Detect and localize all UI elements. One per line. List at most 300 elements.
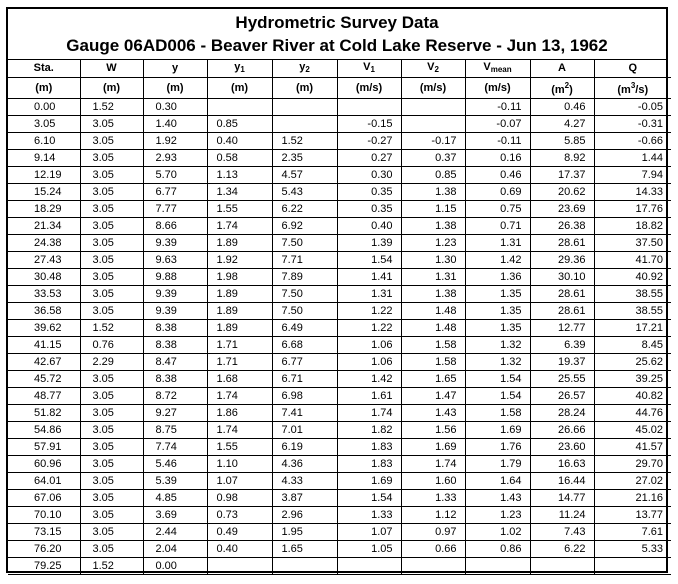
table-cell: 1.69	[401, 439, 465, 456]
table-cell: 0.73	[207, 507, 272, 524]
unit-row	[8, 78, 671, 99]
table-cell: 1.82	[337, 422, 401, 439]
table-row	[8, 303, 671, 320]
table-cell: 1.38	[401, 218, 465, 235]
table-cell: 9.39	[143, 286, 207, 303]
table-cell: 18.82	[594, 218, 671, 235]
table-row	[8, 405, 671, 422]
table-cell: 3.05	[80, 405, 143, 422]
table-row	[8, 133, 671, 150]
table-cell: -0.27	[337, 133, 401, 150]
table-cell: 26.66	[530, 422, 594, 439]
unit-text: (m)	[102, 81, 121, 94]
table-cell: 1.42	[465, 252, 530, 269]
table-cell: 40.82	[594, 388, 671, 405]
table-cell: 79.25	[8, 558, 80, 575]
table-cell: 6.49	[272, 320, 337, 337]
table-cell: 6.68	[272, 337, 337, 354]
table-row	[8, 354, 671, 371]
table-cell: 1.43	[465, 490, 530, 507]
column-header	[80, 60, 143, 78]
table-cell: 1.47	[401, 388, 465, 405]
table-cell: 8.72	[143, 388, 207, 405]
table-row	[8, 337, 671, 354]
table-cell: 3.05	[80, 507, 143, 524]
table-cell: 42.67	[8, 354, 80, 371]
table-cell: 7.41	[272, 405, 337, 422]
table-cell: 1.83	[337, 456, 401, 473]
column-symbol: y	[234, 61, 241, 73]
table-cell: 3.05	[80, 388, 143, 405]
table-cell: 1.42	[337, 371, 401, 388]
table-cell: 0.00	[8, 99, 80, 116]
table-cell: 1.06	[337, 337, 401, 354]
table-cell: 1.31	[401, 269, 465, 286]
table-cell: 1.86	[207, 405, 272, 422]
table-cell	[207, 558, 272, 575]
table-cell: 30.10	[530, 269, 594, 286]
table-cell: 0.85	[207, 116, 272, 133]
unit-text: (m/s)	[419, 81, 447, 94]
table-cell: 1.89	[207, 303, 272, 320]
table-cell: 25.55	[530, 371, 594, 388]
table-cell: 7.61	[594, 524, 671, 541]
table-cell: 38.55	[594, 286, 671, 303]
table-cell: 19.37	[530, 354, 594, 371]
table-cell: 1.74	[401, 456, 465, 473]
table-cell: 20.62	[530, 184, 594, 201]
table-row	[8, 473, 671, 490]
table-cell: 1.54	[337, 252, 401, 269]
column-unit	[8, 78, 80, 99]
table-row	[8, 286, 671, 303]
table-cell: 3.05	[80, 439, 143, 456]
table-cell: 8.92	[530, 150, 594, 167]
column-subscript: 1	[240, 65, 245, 74]
column-symbol: V	[427, 61, 435, 73]
table-cell: 3.05	[80, 252, 143, 269]
table-cell	[401, 558, 465, 575]
column-symbol: y	[171, 62, 179, 74]
table-row	[8, 541, 671, 558]
header-row	[8, 60, 671, 78]
table-cell: 4.33	[272, 473, 337, 490]
table-cell: 1.10	[207, 456, 272, 473]
table-cell: 48.77	[8, 388, 80, 405]
table-cell: 1.54	[465, 388, 530, 405]
table-cell: 0.69	[465, 184, 530, 201]
column-header	[594, 60, 671, 78]
table-cell: 1.58	[401, 354, 465, 371]
column-header	[272, 60, 337, 78]
table-cell: 5.46	[143, 456, 207, 473]
table-cell: 1.52	[80, 99, 143, 116]
unit-suffix: /s)	[635, 84, 649, 96]
table-cell: 1.74	[207, 218, 272, 235]
table-cell: 38.55	[594, 303, 671, 320]
unit-text: (m/s)	[355, 81, 383, 94]
table-cell: 1.56	[401, 422, 465, 439]
table-cell: 6.22	[530, 541, 594, 558]
table-cell: 13.77	[594, 507, 671, 524]
table-cell: 1.74	[207, 422, 272, 439]
table-cell: 0.35	[337, 184, 401, 201]
table-cell: 0.86	[465, 541, 530, 558]
table-cell: 0.40	[337, 218, 401, 235]
table-cell: 6.10	[8, 133, 80, 150]
table-cell: -0.66	[594, 133, 671, 150]
column-symbol: Q	[628, 62, 638, 74]
table-cell: 1.52	[80, 320, 143, 337]
column-subscript: mean	[490, 65, 512, 74]
table-cell: 0.27	[337, 150, 401, 167]
table-cell: 1.41	[337, 269, 401, 286]
table-cell: 7.01	[272, 422, 337, 439]
table-cell: 64.01	[8, 473, 80, 490]
table-row	[8, 252, 671, 269]
table-cell	[272, 99, 337, 116]
table-cell: 1.69	[465, 422, 530, 439]
table-row	[8, 456, 671, 473]
unit-text: (m)	[35, 81, 53, 94]
table-cell: 1.30	[401, 252, 465, 269]
table-cell: 1.33	[401, 490, 465, 507]
unit-text: (m)	[230, 81, 249, 94]
survey-sheet	[6, 7, 668, 573]
table-row	[8, 524, 671, 541]
table-cell: 1.23	[465, 507, 530, 524]
table-cell: 0.40	[207, 133, 272, 150]
table-cell: 36.58	[8, 303, 80, 320]
table-row	[8, 269, 671, 286]
column-unit	[530, 78, 594, 99]
table-cell: 8.75	[143, 422, 207, 439]
table-cell: 2.96	[272, 507, 337, 524]
table-cell: 1.02	[465, 524, 530, 541]
table-cell: 3.05	[80, 133, 143, 150]
table-cell: 3.05	[80, 422, 143, 439]
table-cell: 1.48	[401, 303, 465, 320]
table-cell: 12.77	[530, 320, 594, 337]
table-cell: 1.54	[337, 490, 401, 507]
table-title: Hydrometric Survey Data	[235, 13, 439, 32]
table-cell: 7.71	[272, 252, 337, 269]
table-cell: 6.77	[272, 354, 337, 371]
table-cell: 0.98	[207, 490, 272, 507]
table-cell: 17.21	[594, 320, 671, 337]
table-cell: 3.05	[80, 167, 143, 184]
table-cell: 1.12	[401, 507, 465, 524]
table-cell: 8.38	[143, 337, 207, 354]
table-cell: 0.37	[401, 150, 465, 167]
table-cell: 76.20	[8, 541, 80, 558]
table-cell: 3.05	[80, 269, 143, 286]
table-cell: 1.34	[207, 184, 272, 201]
table-row	[8, 116, 671, 133]
table-cell: 9.14	[8, 150, 80, 167]
column-unit	[465, 78, 530, 99]
table-cell	[272, 558, 337, 575]
table-cell: 0.75	[465, 201, 530, 218]
table-cell: 4.85	[143, 490, 207, 507]
table-cell	[337, 99, 401, 116]
table-cell: 14.77	[530, 490, 594, 507]
table-cell: 4.27	[530, 116, 594, 133]
table-cell: 7.74	[143, 439, 207, 456]
table-cell: 2.35	[272, 150, 337, 167]
table-cell: 7.94	[594, 167, 671, 184]
table-cell: 1.74	[207, 388, 272, 405]
table-cell	[594, 558, 671, 575]
title-block	[8, 9, 666, 60]
table-cell: 1.23	[401, 235, 465, 252]
column-symbol: W	[106, 62, 117, 74]
table-cell: 7.50	[272, 235, 337, 252]
table-cell: 1.58	[465, 405, 530, 422]
table-cell: 1.32	[465, 337, 530, 354]
table-cell: 6.98	[272, 388, 337, 405]
table-cell: 1.44	[594, 150, 671, 167]
table-cell: 0.00	[143, 558, 207, 575]
table-cell: 4.57	[272, 167, 337, 184]
table-cell: 0.49	[207, 524, 272, 541]
column-unit	[207, 78, 272, 99]
table-cell	[401, 99, 465, 116]
table-cell: 9.88	[143, 269, 207, 286]
table-subtitle: Gauge 06AD006 - Beaver River at Cold Lake Reserve - Jun 13, 1962	[66, 36, 608, 55]
table-cell: -0.31	[594, 116, 671, 133]
table-cell: 1.60	[401, 473, 465, 490]
table-cell: 1.40	[143, 116, 207, 133]
table-cell: 0.30	[143, 99, 207, 116]
table-cell: 30.48	[8, 269, 80, 286]
table-cell: 1.33	[337, 507, 401, 524]
table-row	[8, 201, 671, 218]
table-cell: 7.50	[272, 303, 337, 320]
table-cell: 0.16	[465, 150, 530, 167]
table-cell: 6.71	[272, 371, 337, 388]
table-cell: 5.70	[143, 167, 207, 184]
table-cell: 3.05	[8, 116, 80, 133]
table-row	[8, 320, 671, 337]
table-cell: 27.43	[8, 252, 80, 269]
column-header	[8, 60, 80, 78]
table-cell: 1.68	[207, 371, 272, 388]
table-row	[8, 184, 671, 201]
table-cell: 60.96	[8, 456, 80, 473]
table-cell: 3.05	[80, 116, 143, 133]
column-unit	[80, 78, 143, 99]
table-cell: 1.48	[401, 320, 465, 337]
table-cell: 1.98	[207, 269, 272, 286]
table-cell: 7.50	[272, 286, 337, 303]
table-cell: 1.07	[207, 473, 272, 490]
table-row	[8, 99, 671, 116]
table-cell: 3.05	[80, 303, 143, 320]
table-cell: -0.15	[337, 116, 401, 133]
unit-text: (m)	[295, 81, 314, 94]
column-header	[401, 60, 465, 78]
table-cell: 12.19	[8, 167, 80, 184]
table-cell: 3.05	[80, 184, 143, 201]
table-cell: 2.29	[80, 354, 143, 371]
table-cell: 1.61	[337, 388, 401, 405]
table-cell	[337, 558, 401, 575]
table-cell: 1.64	[465, 473, 530, 490]
table-cell: 3.05	[80, 490, 143, 507]
table-cell: 40.92	[594, 269, 671, 286]
table-cell: -0.17	[401, 133, 465, 150]
table-cell: 6.77	[143, 184, 207, 201]
table-cell: 2.44	[143, 524, 207, 541]
table-cell: 1.65	[272, 541, 337, 558]
table-cell: 17.76	[594, 201, 671, 218]
table-cell: 8.38	[143, 320, 207, 337]
column-symbol: Sta.	[33, 62, 54, 74]
table-cell: 1.92	[207, 252, 272, 269]
column-unit	[143, 78, 207, 99]
table-cell: 29.70	[594, 456, 671, 473]
table-cell: 0.40	[207, 541, 272, 558]
table-cell: 3.05	[80, 235, 143, 252]
table-cell: 3.05	[80, 286, 143, 303]
table-cell: 73.15	[8, 524, 80, 541]
table-cell: 1.52	[272, 133, 337, 150]
table-row	[8, 218, 671, 235]
table-cell: 3.05	[80, 218, 143, 235]
table-cell: 1.38	[401, 286, 465, 303]
table-cell: 1.54	[465, 371, 530, 388]
table-cell: 29.36	[530, 252, 594, 269]
table-cell: 2.93	[143, 150, 207, 167]
column-header	[207, 60, 272, 78]
table-cell: -0.07	[465, 116, 530, 133]
table-cell: 3.87	[272, 490, 337, 507]
table-cell: 54.86	[8, 422, 80, 439]
table-cell: 0.58	[207, 150, 272, 167]
table-cell: 1.74	[337, 405, 401, 422]
table-cell: 3.05	[80, 473, 143, 490]
table-cell: 26.57	[530, 388, 594, 405]
table-cell	[207, 99, 272, 116]
table-cell: 3.05	[80, 541, 143, 558]
table-cell: 7.77	[143, 201, 207, 218]
table-row	[8, 388, 671, 405]
table-cell: 6.39	[530, 337, 594, 354]
table-cell: 0.76	[80, 337, 143, 354]
table-cell: 1.36	[465, 269, 530, 286]
column-header	[143, 60, 207, 78]
table-cell: 37.50	[594, 235, 671, 252]
table-cell: 1.13	[207, 167, 272, 184]
table-cell: 3.05	[80, 150, 143, 167]
table-cell: 6.92	[272, 218, 337, 235]
table-cell: 1.15	[401, 201, 465, 218]
table-cell: 8.47	[143, 354, 207, 371]
table-cell: 5.43	[272, 184, 337, 201]
table-cell: 15.24	[8, 184, 80, 201]
column-subscript: 1	[370, 65, 375, 74]
table-cell: 3.05	[80, 371, 143, 388]
table-body	[8, 99, 671, 575]
table-cell: 23.69	[530, 201, 594, 218]
table-cell: 67.06	[8, 490, 80, 507]
table-cell: 23.60	[530, 439, 594, 456]
table-cell: 1.05	[337, 541, 401, 558]
table-row	[8, 507, 671, 524]
table-cell: 7.89	[272, 269, 337, 286]
table-cell: 8.45	[594, 337, 671, 354]
table-cell: 41.15	[8, 337, 80, 354]
table-cell: 1.55	[207, 439, 272, 456]
table-cell: 28.61	[530, 303, 594, 320]
table-cell: 39.25	[594, 371, 671, 388]
column-unit	[401, 78, 465, 99]
table-row	[8, 150, 671, 167]
unit-text: (m/s)	[484, 81, 511, 94]
table-cell: 1.69	[337, 473, 401, 490]
table-cell: 28.61	[530, 235, 594, 252]
table-cell: 3.05	[80, 524, 143, 541]
column-symbol: y	[299, 61, 306, 73]
table-cell: 26.38	[530, 218, 594, 235]
table-cell: 44.76	[594, 405, 671, 422]
table-cell: 11.24	[530, 507, 594, 524]
table-cell: 18.29	[8, 201, 80, 218]
table-cell: 25.62	[594, 354, 671, 371]
table-cell: 21.34	[8, 218, 80, 235]
table-cell: 6.19	[272, 439, 337, 456]
table-cell: 1.31	[337, 286, 401, 303]
survey-table	[8, 60, 671, 575]
column-symbol: V	[363, 61, 371, 73]
table-cell: 1.22	[337, 303, 401, 320]
table-cell: 1.38	[401, 184, 465, 201]
table-cell: 1.35	[465, 320, 530, 337]
table-cell: 0.46	[465, 167, 530, 184]
table-cell: 1.89	[207, 320, 272, 337]
table-cell: 0.71	[465, 218, 530, 235]
table-cell: 0.66	[401, 541, 465, 558]
column-header	[465, 60, 530, 78]
table-cell: 1.55	[207, 201, 272, 218]
table-cell: 1.43	[401, 405, 465, 422]
table-cell: 1.79	[465, 456, 530, 473]
unit-text: (m	[617, 84, 631, 96]
table-cell: 17.37	[530, 167, 594, 184]
table-cell: 0.35	[337, 201, 401, 218]
table-cell: 45.72	[8, 371, 80, 388]
table-cell: 14.33	[594, 184, 671, 201]
column-subscript: 2	[434, 65, 439, 74]
table-cell: 1.89	[207, 286, 272, 303]
table-cell: 3.69	[143, 507, 207, 524]
table-cell: 70.10	[8, 507, 80, 524]
table-cell: 5.33	[594, 541, 671, 558]
table-row	[8, 490, 671, 507]
table-cell: 1.58	[401, 337, 465, 354]
table-cell: 24.38	[8, 235, 80, 252]
column-header	[337, 60, 401, 78]
table-cell: 7.43	[530, 524, 594, 541]
table-cell: 21.16	[594, 490, 671, 507]
table-cell: 57.91	[8, 439, 80, 456]
table-cell: 1.06	[337, 354, 401, 371]
unit-superscript: 3	[630, 81, 636, 90]
table-cell: 1.65	[401, 371, 465, 388]
table-cell: 51.82	[8, 405, 80, 422]
unit-text: (m)	[166, 81, 184, 94]
